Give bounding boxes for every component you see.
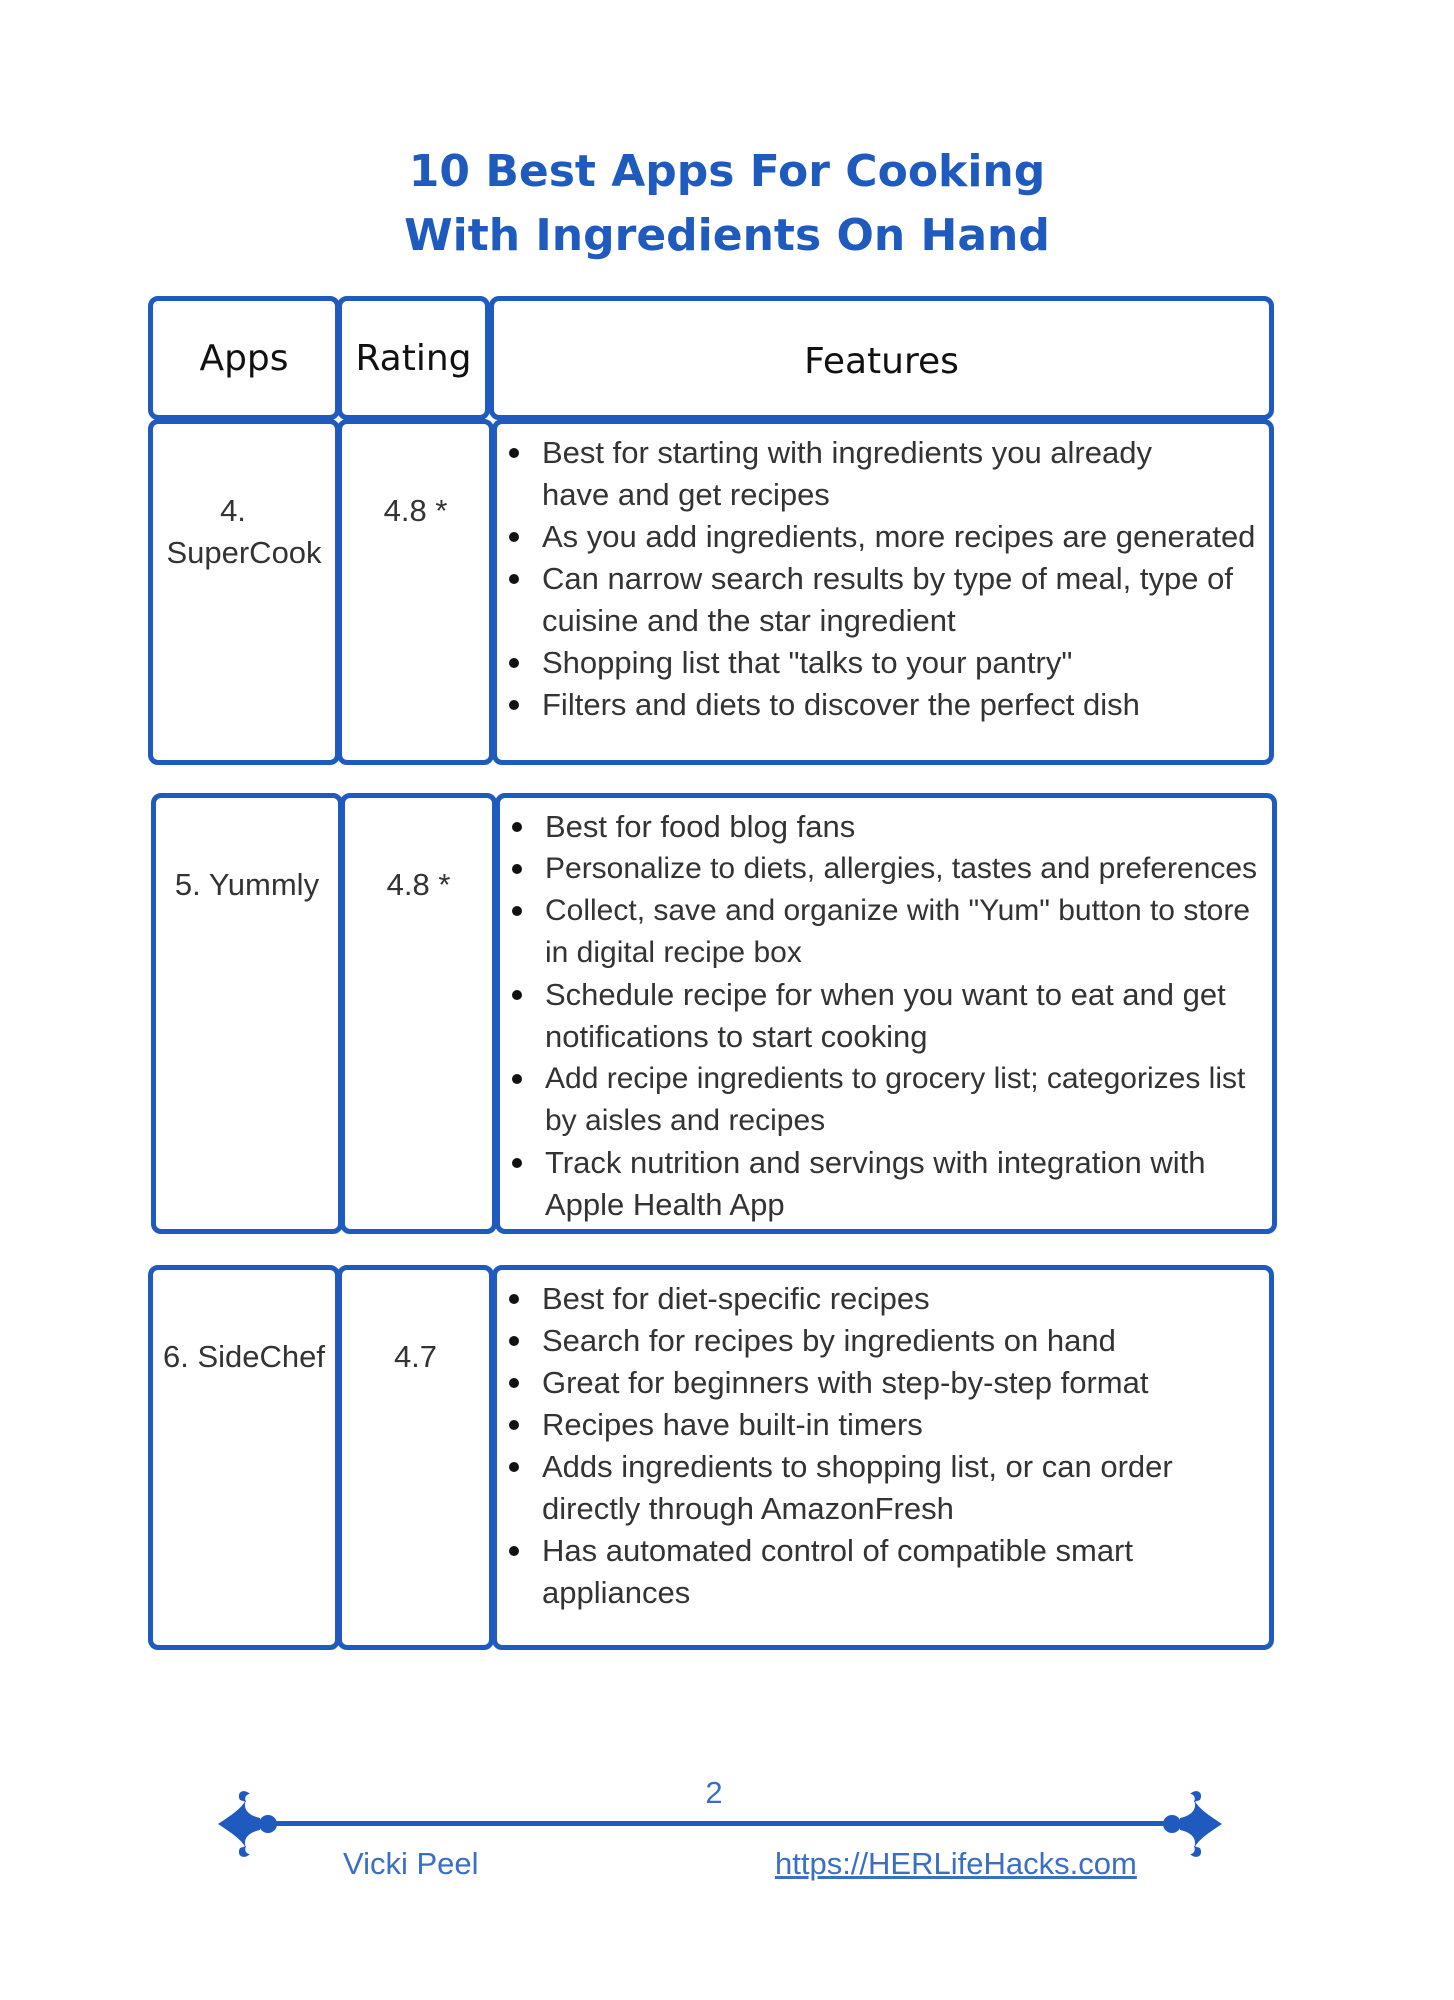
header-apps-cell (148, 296, 340, 420)
header-rating-cell (337, 296, 490, 420)
row-2-rating-cell (340, 793, 497, 1234)
row-3-app-name: 6. SideChef (163, 1339, 325, 1374)
row-2-feature-list (508, 806, 1272, 1226)
list-item: Best for diet-specific recipes (505, 1278, 1265, 1320)
page-title (0, 140, 1454, 268)
row-1-rating: 4.8 * (383, 493, 448, 528)
header-features-cell (489, 296, 1274, 420)
row-2-app-name: 5. Yummly (174, 867, 320, 902)
footer-divider (240, 1821, 1190, 1826)
header-rating-label: Rating (355, 337, 472, 379)
row-3-rating: 4.7 (393, 1339, 438, 1374)
author-name: Vicki Peel (343, 1846, 479, 1881)
fleur-left-ornament (210, 1788, 290, 1860)
fleur-right-ornament (1150, 1788, 1230, 1860)
row-2-rating: 4.8 * (386, 867, 451, 902)
title-line-1: 10 Best Apps For Cooking (408, 146, 1046, 197)
list-item: Recipes have built-in timers (505, 1404, 1265, 1446)
row-3-rating-cell (337, 1265, 494, 1650)
list-item: Track nutrition and servings with integration with Apple Health App (508, 1142, 1272, 1226)
row-1-rating-cell (337, 419, 494, 765)
row-3-app-cell (148, 1265, 340, 1650)
list-item: Great for beginners with step-by-step format (505, 1362, 1265, 1404)
list-item: Has automated control of compatible smart appliances (505, 1530, 1265, 1614)
row-3-features-cell (492, 1265, 1274, 1650)
list-item: Shopping list that "talks to your pantry" (505, 642, 1265, 684)
row-1-features-cell (492, 419, 1274, 765)
page-number: 2 (705, 1775, 723, 1810)
row-3-feature-list (505, 1278, 1265, 1614)
list-item: Collect, save and organize with "Yum" button to store in digital recipe box (508, 890, 1272, 974)
website-link[interactable]: https://HERLifeHacks.com (775, 1846, 1137, 1881)
list-item: Schedule recipe for when you want to eat and get notifications to start cooking (508, 974, 1272, 1058)
row-2-features-cell (495, 793, 1277, 1234)
title-line-2: With Ingredients On Hand (404, 210, 1050, 261)
list-item: Filters and diets to discover the perfect dish (505, 684, 1265, 726)
row-1-app-cell (148, 419, 340, 765)
row-1-feature-list (505, 432, 1265, 726)
list-item: Best for food blog fans (508, 806, 1272, 848)
header-apps-label: Apps (199, 337, 289, 379)
list-item: Adds ingredients to shopping list, or can order directly through AmazonFresh (505, 1446, 1265, 1530)
row-2-app-cell (151, 793, 343, 1234)
list-item: Can narrow search results by type of meal, type of cuisine and the star ingredient (505, 558, 1265, 642)
header-features-label: Features (804, 341, 959, 382)
list-item: Best for starting with ingredients you already have and get recipes (505, 432, 1265, 516)
list-item: As you add ingredients, more recipes are generated (505, 516, 1265, 558)
list-item: Search for recipes by ingredients on hand (505, 1320, 1265, 1362)
row-1-app-name: 4. SuperCook (166, 493, 322, 570)
list-item: Personalize to diets, allergies, tastes and preferences (508, 848, 1272, 890)
list-item: Add recipe ingredients to grocery list; categorizes list by aisles and recipes (508, 1058, 1272, 1142)
